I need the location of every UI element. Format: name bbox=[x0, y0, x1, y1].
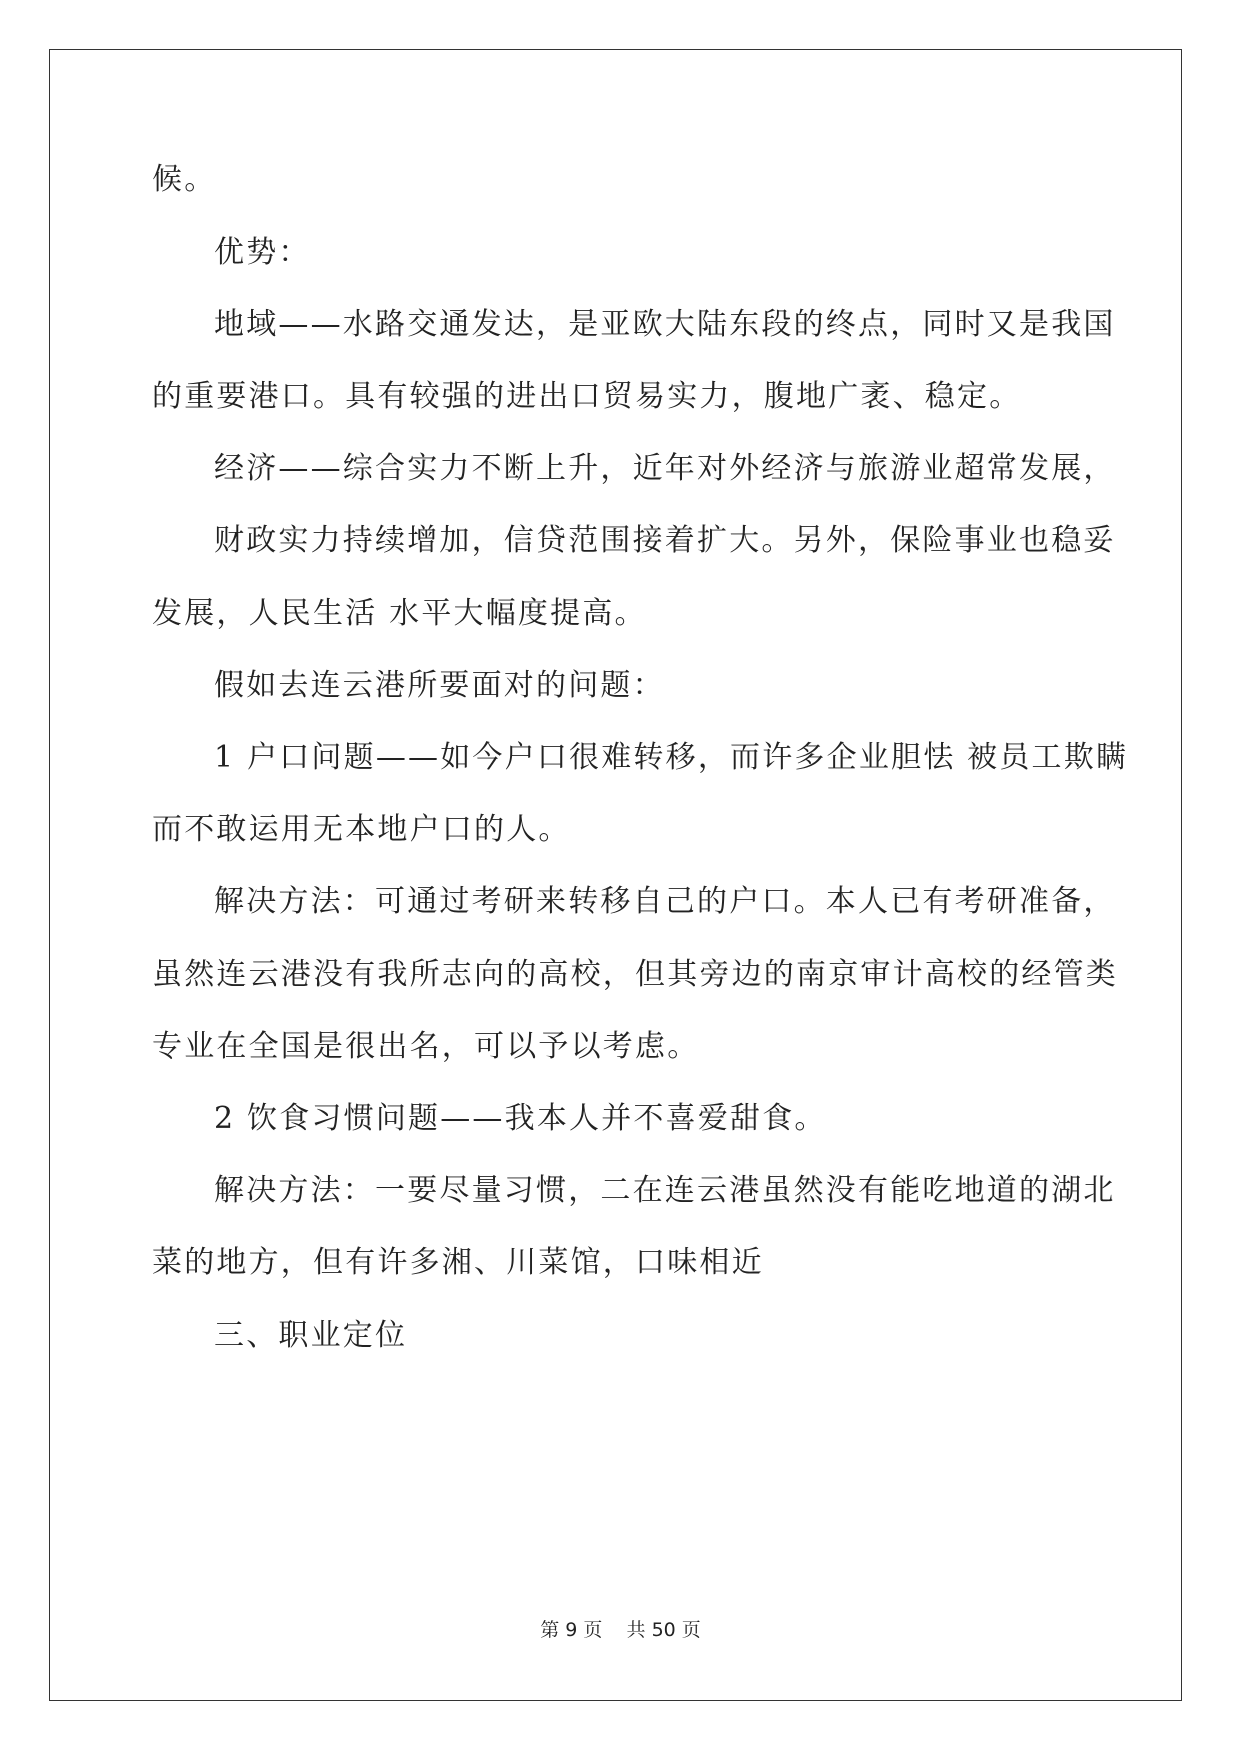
paragraph-line: 解决方法：可通过考研来转移自己的户口。本人已有考研准备， bbox=[214, 884, 1116, 919]
paragraph-line: 地域——水路交通发达，是亚欧大陆东段的终点，同时又是我国 bbox=[214, 307, 1116, 342]
paragraph-line: 解决方法：一要尽量习惯，二在连云港虽然没有能吃地道的湖北 bbox=[214, 1173, 1116, 1208]
page-number-label: 第 9 页 共 50 页 bbox=[540, 1619, 701, 1641]
paragraph-line: 经济——综合实力不断上升，近年对外经济与旅游业超常发展， bbox=[214, 451, 1116, 486]
paragraph-line: 2 饮食习惯问题——我本人并不喜爱甜食。 bbox=[214, 1101, 827, 1136]
paragraph-line: 虽然连云港没有我所志向的高校，但其旁边的南京审计高校的经管类 bbox=[152, 957, 1118, 992]
paragraph-line: 假如去连云港所要面对的问题： bbox=[214, 668, 665, 703]
paragraph-line: 优势： bbox=[214, 235, 311, 270]
paragraph-line: 菜的地方，但有许多湘、川菜馆，口味相近 bbox=[152, 1245, 764, 1280]
page-footer bbox=[0, 1615, 1241, 1642]
paragraph-line: 财政实力持续增加，信贷范围接着扩大。另外，保险事业也稳妥 bbox=[214, 523, 1116, 558]
paragraph-line: 专业在全国是很出名，可以予以考虑。 bbox=[152, 1029, 700, 1064]
section-heading: 三、职业定位 bbox=[214, 1318, 408, 1353]
paragraph-line: 候。 bbox=[152, 162, 217, 197]
page-border bbox=[49, 49, 1182, 1701]
paragraph-line: 1 户口问题——如今户口很难转移，而许多企业胆怯 被员工欺瞒 bbox=[214, 740, 1129, 775]
paragraph-line: 而不敢运用无本地户口的人。 bbox=[152, 812, 571, 847]
paragraph-line: 发展，人民生活 水平大幅度提高。 bbox=[152, 596, 647, 631]
paragraph-line: 的重要港口。具有较强的进出口贸易实力，腹地广袤、稳定。 bbox=[152, 379, 1022, 414]
